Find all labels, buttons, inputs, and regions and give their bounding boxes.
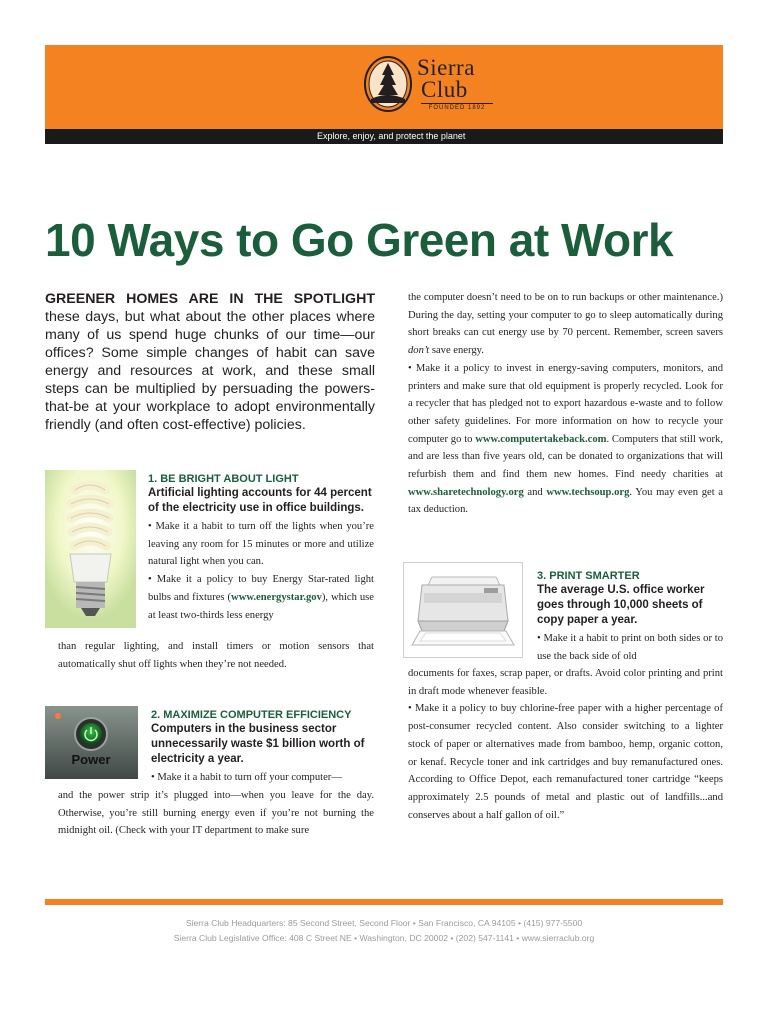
col2-p2-end: . You may even get a tax deduction.	[408, 486, 724, 516]
section-2-column-2-p2	[408, 360, 723, 519]
intro-text: these days, but what about the other places where many of us spend huge chunks of our time—our offices? Some simple changes of habit can save energy and resources at work, and these small steps can be multiplied by persuading the powers-that-be at your workplace to adopt environmentally friendly (and often cost-effective) policies.	[45, 309, 375, 433]
section-2-column-2-p1	[408, 289, 723, 360]
tagline-bar	[45, 129, 723, 144]
light-bulb-icon	[45, 470, 136, 628]
sierra-club-logo[interactable]	[363, 55, 498, 117]
col2-p1-end: save energy.	[429, 345, 484, 357]
section-1-continued	[58, 638, 374, 673]
section-1-p2-end: ), which use at least two-thirds less energy	[148, 591, 374, 621]
power-button-photo	[45, 706, 138, 779]
section-3-continued	[408, 665, 723, 824]
section-1-paragraph-2-cont: than regular lighting, and install timers or motion sensors that automatically shut off lights when they’re not needed.	[58, 641, 374, 670]
logo-line-club: Club	[421, 77, 468, 102]
computertakeback-link[interactable]: www.computertakeback.com	[475, 433, 607, 445]
col2-p1-em: don’t	[408, 345, 430, 357]
tree-seal-icon	[363, 55, 413, 113]
section-2-header	[151, 708, 375, 787]
section-1-p2-start: • Make it a policy to buy Energy Star-rated light bulbs and fixtures (	[148, 574, 374, 603]
footer-divider	[45, 899, 723, 905]
printer-icon	[404, 563, 522, 657]
section-1-title: 1. BE BRIGHT ABOUT LIGHT	[148, 473, 299, 485]
section-3-header	[537, 569, 723, 665]
intro-lead: GREENER HOMES ARE IN THE SPOTLIGHT	[45, 291, 375, 307]
section-1-subtitle: Artificial lighting accounts for 44 percent of the electricity use in office buildings.	[148, 487, 372, 514]
col2-p2-start: • Make it a policy to invest in energy-saving computers, monitors, and printers and make sure that old equipment is properly recycled. Look for a recycler that has pledged not to export hazardous e-waste and to follow other safety guidelines. For more information on how to recycle your computer go to	[408, 362, 723, 445]
section-1-header	[148, 472, 374, 624]
footer-headquarters: Sierra Club Headquarters: 85 Second Street, Second Floor • San Francisco, CA 94105 • (415) 977-5500	[185, 918, 583, 928]
section-2-title: 2. MAXIMIZE COMPUTER EFFICIENCY	[151, 709, 352, 721]
col2-p1-start: the computer doesn’t need to be on to run backups or other maintenance.) During the day, setting your computer to go to sleep automatically during short breaks can cut energy use by 70 percent. Remember, screen savers	[408, 292, 723, 339]
section-2-paragraph-1-cont: and the power strip it’s plugged into—when you leave for the day. Otherwise, you’re still burning energy even if you’re not burning the midnight oil. (Check with your IT department to make sure	[58, 790, 374, 837]
section-2-paragraph-1: • Make it a habit to turn off your computer—	[151, 772, 342, 783]
light-bulb-photo	[45, 470, 136, 628]
col2-p2-and: and	[523, 486, 547, 498]
printer-photo	[403, 562, 523, 658]
intro-paragraph	[45, 290, 375, 434]
section-3-paragraph-2: • Make it a policy to buy chlorine-free paper with a higher percentage of post-consumer recycled content. Also consider switching to a lighter stock of paper or alternatives made from bamboo, hemp, organic cotton, or kenaf. Recycle toner and ink cartridges and buy remanufactured ones. According to Office Depot, each remanufactured toner cartridge “keeps approximately 2.5 pounds of metal and plastic out of landfills...and conserves about a half gallon of oil.”	[408, 703, 723, 821]
section-3-paragraph-1: • Make it a habit to print on both sides or to use the back side of old	[537, 633, 723, 662]
section-3-title: 3. PRINT SMARTER	[537, 570, 640, 582]
section-1-paragraph-2	[148, 571, 374, 624]
logo-wordmark	[417, 57, 475, 101]
page-title: 10 Ways to Go Green at Work	[45, 214, 674, 266]
section-3-paragraph-1-cont: documents for faxes, scrap paper, or drafts. Avoid color printing and print in draft mode whenever feasible.	[408, 668, 723, 697]
energystar-link[interactable]: www.energystar.gov	[231, 591, 322, 603]
section-2-column-2	[408, 289, 723, 519]
col2-p2-mid: . Computers that still work, and are less than five years old, can be donated to organizations that will refurbish them and find them new homes. Find needy charities at	[408, 433, 723, 481]
tagline: Explore, enjoy, and protect the planet	[317, 131, 466, 141]
header-banner	[45, 45, 723, 129]
techsoup-link[interactable]: www.techsoup.org	[546, 486, 630, 498]
power-label: Power	[71, 752, 111, 767]
section-3-subtitle: The average U.S. office worker goes through 10,000 sheets of copy paper a year.	[537, 584, 705, 626]
section-1-paragraph-1: • Make it a habit to turn off the lights when you’re leaving any room for 15 minutes or more and utilize natural light when you can.	[148, 521, 374, 568]
section-2-continued	[58, 787, 374, 840]
power-button-icon	[45, 706, 138, 779]
sharetechnology-link[interactable]: www.sharetechnology.org	[408, 486, 524, 498]
logo-founded: FOUNDED 1892	[421, 103, 493, 111]
logo-line-sierra: Sierra	[417, 55, 475, 80]
footer-legislative-office: Sierra Club Legislative Office: 408 C Street NE • Washington, DC 20002 • (202) 547-1141 • www.sierraclub.org	[173, 933, 595, 943]
section-2-subtitle: Computers in the business sector unnecessarily waste $1 billion worth of electricity a year.	[151, 723, 365, 765]
